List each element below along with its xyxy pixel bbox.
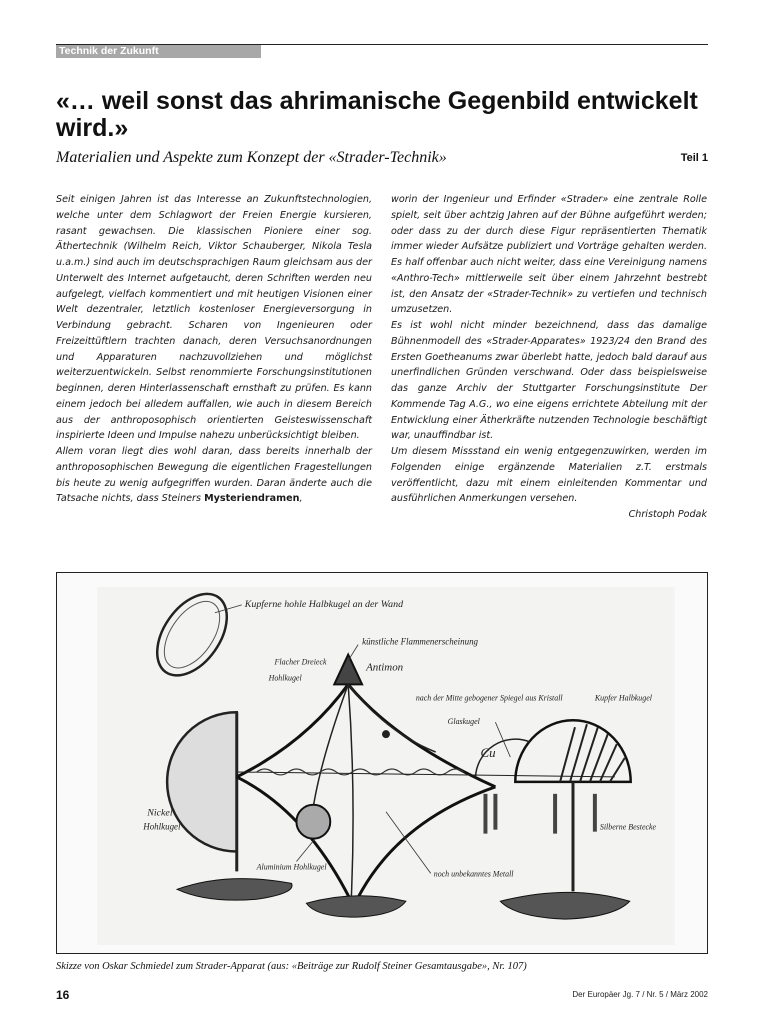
paragraph: Es ist wohl nicht minder bezeichnend, dass das damalige Bühnenmodell des «Strader-Apparates» 1923/24 den Brand des Ersten Goetheanums zwar überlebt hatte, jedoch bald darauf aus unerfindlichen Gründen verschwand. Oder dass beispielsweise das ganze Archiv der Stuttgarter Forschungsinstitute Der Kommende Tag A.G., wo eine eigens errichtete Abteilung mit der Entwicklung einer Ätherkräfte nutzenden Technologie beschäftigt war, unauffindbar ist. [391,320,707,442]
part-label: Teil 1 [680,152,708,164]
paragraph: worin der Ingenieur und Erfinder «Strader» eine zentrale Rolle spielt, seit über achtzig Jahren auf der Bühne aufgeführt werden; oder dass zu der durch diese Figur repräsentierten Thematik immer wieder Aufsätze publiziert und Vorträge gehalten werden. Es half offenbar auch nicht weiter, dass eine Vereinigung namens «Anthro-Tech» mittlerweile seit über einem Jahrzehnt bestrebt ist, den Ansatz der «Strader-Technik» zu vertiefen und technisch umzusetzen. [391,194,707,316]
journal-reference: Der Europäer Jg. 7 / Nr. 5 / März 2002 [572,990,708,999]
paragraph: Um diesem Missstand ein wenig entgegenzuwirken, werden im Folgenden einige ergänzende Materialien z.T. erstmals veröffentlicht, dazu mit einem einleitenden Kommentar und ausführlichen Anmerkungen versehen. [391,446,707,505]
article-subtitle: Materialien und Aspekte zum Konzept der «Strader-Technik» [56,149,447,166]
center-ball [296,805,330,839]
sketch-label: Cu [480,745,496,761]
strader-apparatus-sketch [57,573,707,953]
sketch-label: Hohlkugel [268,673,302,683]
sketch-label: Hohlkugel [143,821,181,832]
sketch-label: Flacher Dreieck [274,657,327,667]
sketch-figure [56,572,708,954]
sketch-label: Kupfer Halbkugel [594,693,652,703]
sketch-label: Glaskugel [447,717,480,727]
small-ball [382,730,390,738]
sketch-label: Antimon [366,661,404,674]
article-title: «… weil sonst das ahrimanische Gegenbild entwickelt wird.» [56,87,698,142]
sketch-label: Silberne Bestecke [599,822,657,832]
figure-caption: Skizze von Oskar Schmiedel zum Strader-Apparat (aus: «Beiträge zur Rudolf Steiner Gesamtausgabe», Nr. 107) [56,961,527,972]
sketch-label: Kupferne hohle Halbkugel an der Wand [244,598,404,610]
sketch-label: Aluminium Hohlkugel [256,862,327,872]
section-tag: Technik der Zukunft [56,45,261,58]
author: Christoph Podak [628,509,707,520]
sketch-label: künstliche Flammenerscheinung [362,636,479,647]
body-column-left [56,192,372,507]
paragraph: Allem voran liegt dies wohl daran, dass bereits innerhalb der anthroposophischen Bewegung die eigentlichen Fragestellungen bis heute zu wenig aufgegriffen wurden. Daran änderte auch die Tatsache nichts, dass Steiners Mysteriendramen, [56,446,372,505]
emphasis: Mysteriendramen [204,493,300,505]
body-column-right [391,192,707,523]
sketch-label: nach der Mitte gebogener Spiegel aus Kristall [415,693,563,703]
sketch-label: noch unbekanntes Metall [433,869,514,879]
page-number: 16 [56,988,70,1002]
paragraph: Seit einigen Jahren ist das Interesse an Zukunftstechnologien, welche unter dem Schlagwort der Freien Energie kursieren, rasant gewachsen. Die klassischen Pioniere einer sog. Äthertechnik (Wilhelm Reich, Viktor Schauberger, Nikola Tesla u.a.m.) sind auch im deutschsprachigen Raum gleichsam aus der Unterwelt des Internet aufgetaucht, deren Schriften werden neu aufgelegt, vielfach kommentiert und mit heutigen Visionen einer Welt dezentraler, letztlich kostenloser Energieversorgung in Verbindung gebracht. Scharen von Ingenieuren oder Freizeittüftlern trachten danach, deren Versuchsanordnungen und Apparaturen nachzuvollziehen und möglichst weiterzuentwickeln. Selbst renommierte Forschungsinstitutionen beginnen, deren Hinterlassenschaft ernsthaft zu prüfen. Es kann einem jedoch bei alledem auffallen, wie auch in diesem Bereich aus der anthroposophisch orientierten Geisteswissenschaft inspirierte Ideen und Impulse nahezu unberücksichtigt bleiben. [56,194,372,442]
sketch-label: Nickel [147,807,173,819]
